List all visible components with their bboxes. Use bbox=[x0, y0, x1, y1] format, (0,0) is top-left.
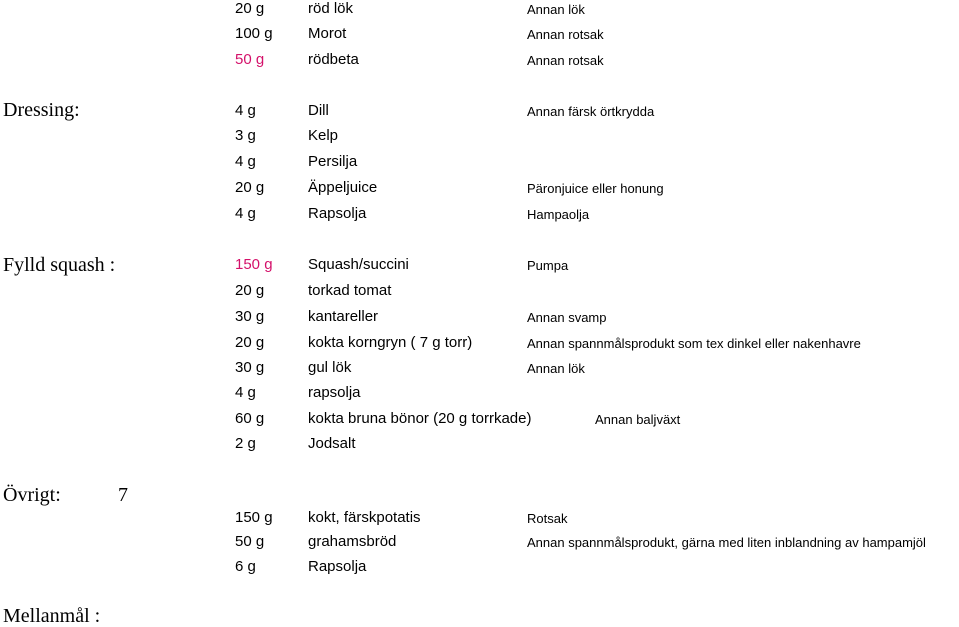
note-beetroot: Annan rotsak bbox=[527, 53, 604, 68]
ingredient-dried-tomato: torkad tomat bbox=[308, 282, 392, 299]
ingredient-graham-bread: grahamsbröd bbox=[308, 533, 397, 550]
qty-rapseed-oil-ovrigt: 6 g bbox=[235, 558, 256, 575]
ingredient-yellow-onion: gul lök bbox=[308, 359, 352, 376]
ingredient-carrot: Morot bbox=[308, 25, 347, 42]
ingredient-barley: kokta korngryn ( 7 g torr) bbox=[308, 334, 473, 351]
note-apple-juice: Päronjuice eller honung bbox=[527, 181, 664, 196]
note-carrot: Annan rotsak bbox=[527, 27, 604, 42]
ingredient-potato: kokt, färskpotatis bbox=[308, 509, 421, 526]
qty-chanterelles: 30 g bbox=[235, 308, 265, 325]
section-dressing-label: Dressing: bbox=[3, 99, 80, 121]
qty-squash: 150 g bbox=[235, 256, 273, 273]
qty-dried-tomato: 20 g bbox=[235, 282, 265, 299]
qty-potato: 150 g bbox=[235, 509, 273, 526]
ingredient-brown-beans: kokta bruna bönor (20 g torrkade) bbox=[308, 410, 532, 427]
ingredient-rapseed-oil-ovrigt: Rapsolja bbox=[308, 558, 367, 575]
section-ovrigt-number: 7 bbox=[118, 484, 128, 506]
ingredient-parsley: Persilja bbox=[308, 153, 358, 170]
ingredient-rapsolja: rapsolja bbox=[308, 384, 361, 401]
ingredient-kelp: Kelp bbox=[308, 127, 339, 144]
note-chanterelles: Annan svamp bbox=[527, 310, 607, 325]
ingredient-rapeseed-oil: Rapsolja bbox=[308, 205, 367, 222]
qty-parsley: 4 g bbox=[235, 153, 256, 170]
section-mellanmal-label: Mellanmål : bbox=[3, 605, 101, 627]
qty-dill: 4 g bbox=[235, 102, 256, 119]
note-dill: Annan färsk örtkrydda bbox=[527, 104, 655, 119]
ingredient-chanterelles: kantareller bbox=[308, 308, 379, 325]
ingredient-apple-juice: Äppeljuice bbox=[308, 179, 378, 196]
note-yellow-onion: Annan lök bbox=[527, 361, 585, 376]
qty-apple-juice: 20 g bbox=[235, 179, 265, 196]
qty-carrot: 100 g bbox=[235, 25, 273, 42]
qty-rapsolja: 4 g bbox=[235, 384, 256, 401]
note-rapeseed-oil: Hampaolja bbox=[527, 207, 590, 222]
note-barley: Annan spannmålsprodukt som tex dinkel eller nakenhavre bbox=[527, 336, 861, 351]
note-squash: Pumpa bbox=[527, 258, 569, 273]
qty-brown-beans: 60 g bbox=[235, 410, 265, 427]
ingredient-beetroot: rödbeta bbox=[308, 51, 359, 68]
note-brown-beans: Annan baljväxt bbox=[595, 412, 681, 427]
ingredient-iodized-salt: Jodsalt bbox=[308, 435, 356, 452]
qty-graham-bread: 50 g bbox=[235, 533, 265, 550]
ingredient-dill: Dill bbox=[308, 102, 329, 119]
qty-beetroot: 50 g bbox=[235, 51, 265, 68]
note-potato: Rotsak bbox=[527, 511, 568, 526]
qty-yellow-onion: 30 g bbox=[235, 359, 265, 376]
ingredient-red-onion: röd lök bbox=[308, 0, 354, 17]
qty-barley: 20 g bbox=[235, 334, 265, 351]
note-red-onion: Annan lök bbox=[527, 2, 585, 17]
ingredient-squash: Squash/succini bbox=[308, 256, 409, 273]
section-fylld-squash-label: Fylld squash : bbox=[3, 254, 116, 276]
qty-red-onion: 20 g bbox=[235, 0, 265, 17]
section-ovrigt-label: Övrigt: bbox=[3, 484, 61, 506]
qty-kelp: 3 g bbox=[235, 127, 256, 144]
qty-rapeseed-oil: 4 g bbox=[235, 205, 256, 222]
qty-iodized-salt: 2 g bbox=[235, 435, 256, 452]
note-graham-bread: Annan spannmålsprodukt, gärna med liten inblandning av hampamjöl bbox=[527, 535, 926, 550]
